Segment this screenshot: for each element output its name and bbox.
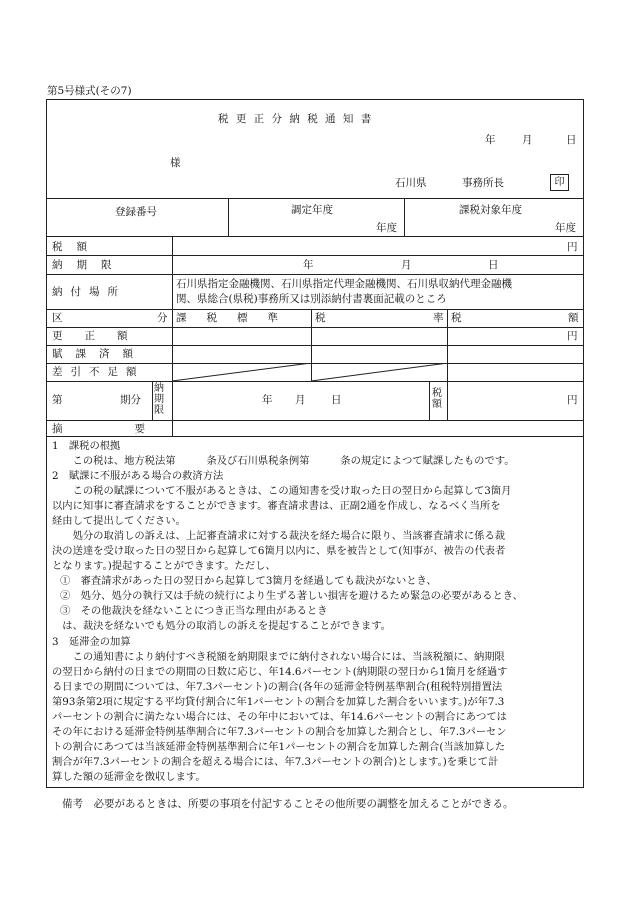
divider: [46, 381, 584, 382]
note-line: この税は、地方税法第 条及び石川県税条例第 条の規定によつて賦課したものです。: [52, 455, 515, 467]
note-line: この通知書により納付すべき税額を納期限までに納付されない場合には、当該税額に、納期限: [52, 651, 505, 663]
divider: [172, 236, 173, 437]
slash-line-right: [311, 363, 448, 381]
note-line: 割合が年7.3パーセントの割合を超える場合には、年7.3パーセントの割合)とします。)を乗じて計: [52, 756, 499, 768]
note-line: 経由して提出してください。: [52, 515, 186, 527]
divider: [429, 381, 430, 420]
note-line: 処分の取消しの訴えは、上記審査請求に対する裁決を経た場合に限り、当該審査請求に係る裁: [52, 530, 506, 542]
slash-line-left: [172, 363, 311, 381]
form-frame: [46, 99, 584, 437]
date-year-label: 年: [485, 134, 496, 146]
tax-label-2: 額: [568, 312, 579, 324]
installment-label-2: 期分: [120, 394, 141, 406]
installment-year-label: 年: [262, 394, 273, 406]
due-month-label: 月: [401, 259, 412, 271]
due-vertical-label: 納期限: [154, 383, 164, 416]
payment-place-label: 納付場所: [52, 286, 126, 298]
due-year-label: 年: [303, 259, 314, 271]
note-line: その年における延滞金特例基準割合に年7.3パーセントの割合を加算した割合とし、年7.3パーセン: [52, 726, 507, 738]
division-label-1: 区: [52, 312, 63, 324]
note-line: 以内に知事に審査請求をすることができます。審査請求書は、正副2通を作成し、なるべく当所を: [52, 500, 501, 512]
taxable-year-label: 課税対象年度: [459, 204, 522, 216]
division-label-2: 分: [157, 312, 168, 324]
form-title: 税 更 正 分 納 税 通 知 書: [218, 113, 374, 125]
note-line: の翌日から納付の日までの期間の日数に応じ、年14.6パーセント(納期限の翌日から1箇月を経過す: [52, 666, 508, 678]
date-month-label: 月: [522, 134, 533, 146]
divider: [46, 309, 584, 310]
tax-vertical-label: 税額: [432, 388, 442, 410]
registration-number-label: 登録番号: [115, 206, 157, 218]
corrected-label: 更正額: [52, 330, 150, 342]
divider: [46, 420, 584, 421]
tax-amount-yen: 円: [567, 241, 578, 253]
payment-place-line2: 関、県総合(県税)事務所又は別添納付書裏面記載のところ: [176, 293, 447, 305]
divider: [46, 327, 584, 328]
corrected-yen: 円: [567, 330, 578, 342]
deficit-label: 差引不足額: [52, 366, 145, 378]
divider: [46, 236, 584, 237]
due-date-label: 納期限: [52, 259, 126, 271]
divider: [404, 198, 405, 236]
divider: [46, 198, 584, 199]
recipient-suffix: 様: [170, 157, 181, 169]
installment-label-1: 第: [52, 394, 63, 406]
seal-mark: [550, 174, 569, 191]
remarks: 備考 必要があるときは、所要の事項を付記することその他所要の調整を加えることができる。: [62, 798, 514, 810]
divider: [447, 381, 448, 420]
note-line: 算した額の延滞金を徴収します。: [52, 771, 206, 783]
divider: [228, 198, 229, 236]
note-line: トの割合にあつては当該延滞金特例基準割合に年1パーセントの割合を加算した割合(当該加算した: [52, 741, 506, 753]
issuer-office: 事務所長: [462, 177, 504, 189]
adjusted-year-label: 調定年度: [291, 204, 333, 216]
divider: [46, 255, 584, 256]
taxable-year-unit: 年度: [555, 222, 576, 234]
adjusted-year-unit: 年度: [376, 222, 397, 234]
note-line: この税の賦課について不服があるときは、この通知書を受け取った日の翌日から起算して3箇月: [52, 485, 512, 497]
seal-text: 印: [554, 177, 565, 188]
divider: [46, 345, 584, 346]
note-line: ③ その他裁決を経ないことにつき正当な理由があるとき: [60, 605, 328, 617]
note-line: ② 処分、処分の執行又は手続の続行により生ずる著しい損害を避けるため緊急の必要があるとき、: [60, 590, 523, 602]
divider: [46, 274, 584, 275]
tax-rate-label-1: 税: [315, 312, 326, 324]
note-line: 1 課税の根拠: [52, 440, 121, 452]
diagonal-slash: [172, 363, 448, 381]
note-line: る日までの期間については、年7.3パーセント)の割合(各年の延滞金特例基準割合(租税特別措置法: [52, 681, 503, 693]
note-line: 決の送達を受け取った日の翌日から起算して6箇月以内に、県を被告として(知事が、被告の代表者: [52, 545, 506, 557]
tax-base-label: 課税標準: [176, 312, 298, 324]
note-line: パーセントの割合に満たない場合には、その年中においては、年14.6パーセントの割合にあつては: [52, 711, 507, 723]
date-day-label: 日: [566, 134, 577, 146]
summary-label: 摘要: [52, 423, 217, 435]
tax-amount-label: 税額: [52, 241, 101, 253]
note-line: 第93条第2項に規定する平均貸付割合に年1パーセントの割合を加算した割合をいいます。)が年7.3: [52, 696, 505, 708]
tax-label-1: 税: [451, 312, 462, 324]
installment-month-label: 月: [295, 394, 306, 406]
installment-yen: 円: [567, 394, 578, 406]
note-line: ① 審査請求があった日の翌日から起算して3箇月を経過しても裁決がないとき、: [60, 575, 437, 587]
note-line: となります。)提起することができます。ただし、: [52, 560, 276, 572]
issuer-prefecture: 石川県: [395, 177, 427, 189]
note-line: は、裁決を経ないでも処分の取消しの訴えを提起することができます。: [52, 620, 391, 632]
assessed-label: 賦課済額: [52, 348, 146, 360]
form-number: 第5号様式(その7): [47, 85, 132, 97]
note-line: 2 賦課に不服がある場合の救済方法: [52, 470, 224, 482]
tax-rate-label-2: 率: [433, 312, 444, 324]
due-day-label: 日: [488, 259, 499, 271]
notes-frame: [46, 436, 584, 788]
payment-place-line1: 石川県指定金融機関、石川県指定代理金融機関、石川県収納代理金融機: [176, 278, 512, 290]
installment-day-label: 日: [331, 394, 342, 406]
note-line: 3 延滞金の加算: [52, 636, 131, 648]
